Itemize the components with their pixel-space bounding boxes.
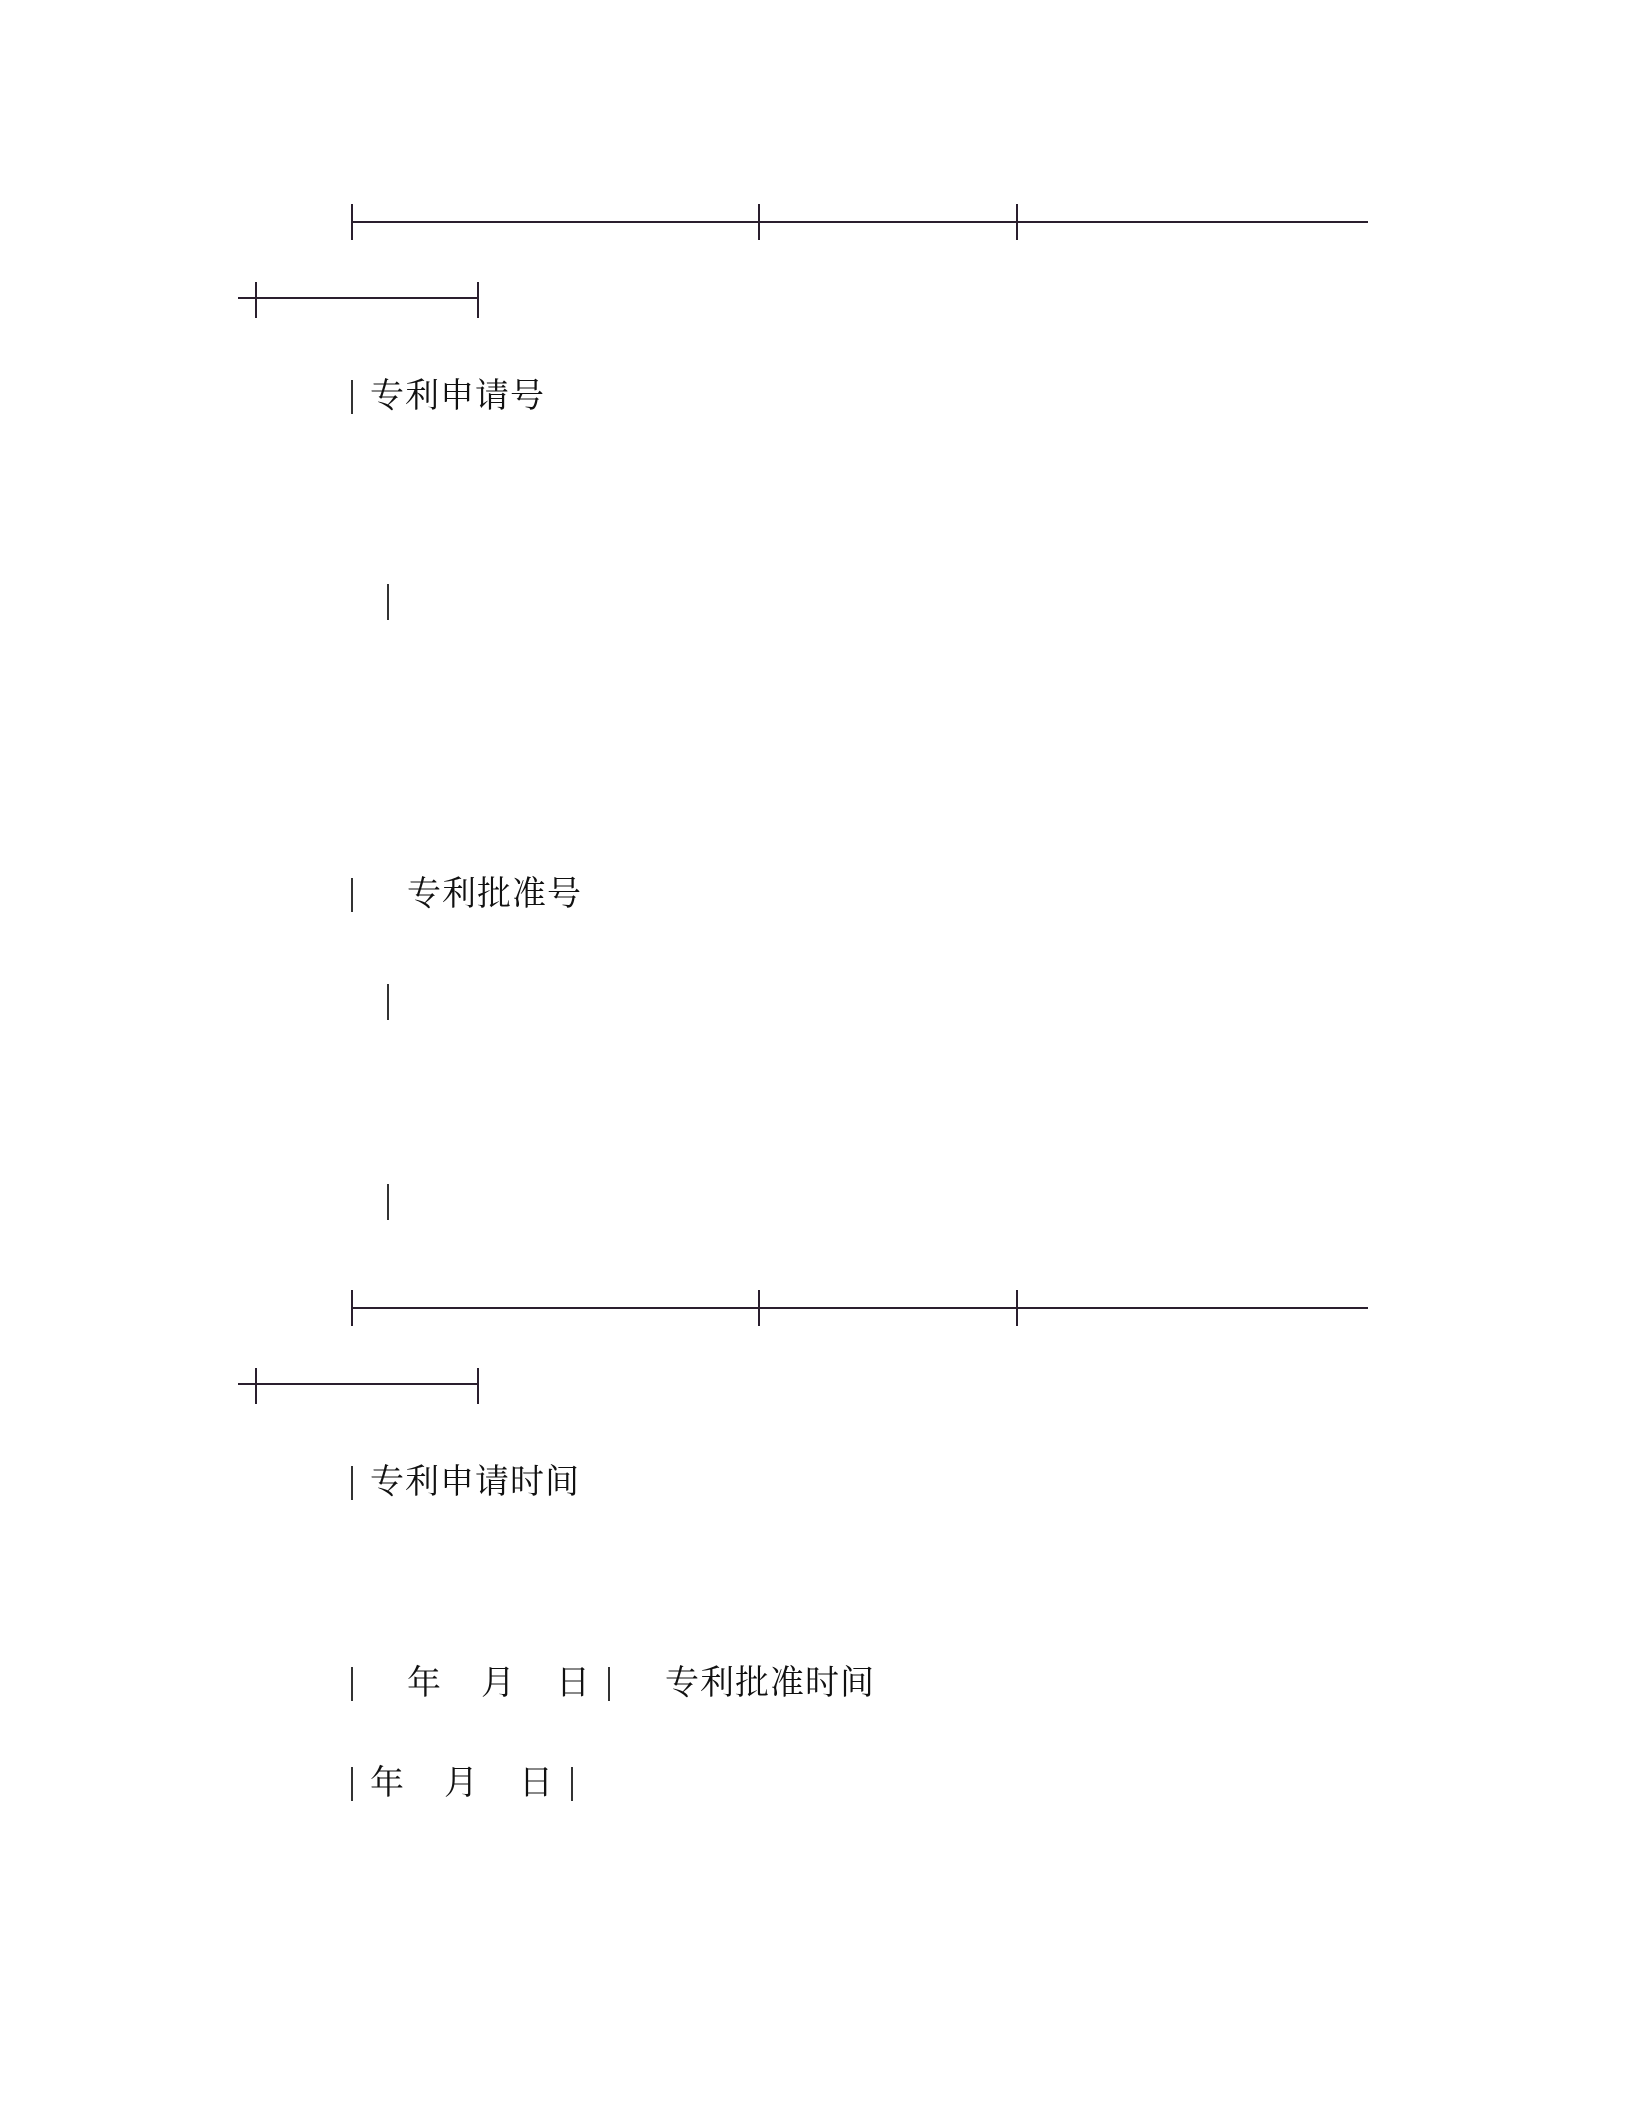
cell-border: [351, 380, 353, 414]
cell-border: [571, 1767, 573, 1801]
cell-border: [351, 1767, 353, 1801]
approval-year-label: 年: [370, 1763, 405, 1803]
table-rule-tick: [477, 1368, 479, 1404]
application-day-label: 日: [556, 1663, 591, 1703]
application-year-label: 年: [407, 1663, 442, 1703]
cell-border: [351, 878, 353, 912]
table-rule-tick: [255, 1368, 257, 1404]
table-rule-tick: [758, 204, 760, 240]
approval-month-label: 月: [444, 1763, 479, 1803]
cell-border: [387, 984, 389, 1020]
cell-border: [608, 1667, 610, 1701]
application-month-label: 月: [481, 1663, 516, 1703]
cell-border: [351, 1667, 353, 1701]
table-rule-line: [238, 297, 478, 299]
cell-border: [351, 1466, 353, 1500]
table-rule-tick: [1016, 1290, 1018, 1326]
table-rule-tick: [758, 1290, 760, 1326]
cell-border: [387, 1184, 389, 1220]
approval-number-label: 专利批准号: [407, 874, 582, 914]
application-number-label: 专利申请号: [370, 376, 545, 416]
approval-date-label: 专利批准时间: [665, 1663, 875, 1703]
table-rule-tick: [477, 282, 479, 318]
approval-day-label: 日: [519, 1763, 554, 1803]
table-rule-line: [352, 1307, 1368, 1309]
table-rule-tick: [1016, 204, 1018, 240]
table-rule-tick: [351, 1290, 353, 1326]
application-date-label: 专利申请时间: [370, 1462, 580, 1502]
table-rule-line: [352, 221, 1368, 223]
cell-border: [387, 584, 389, 620]
table-rule-tick: [255, 282, 257, 318]
table-rule-line: [238, 1383, 478, 1385]
table-rule-tick: [351, 204, 353, 240]
